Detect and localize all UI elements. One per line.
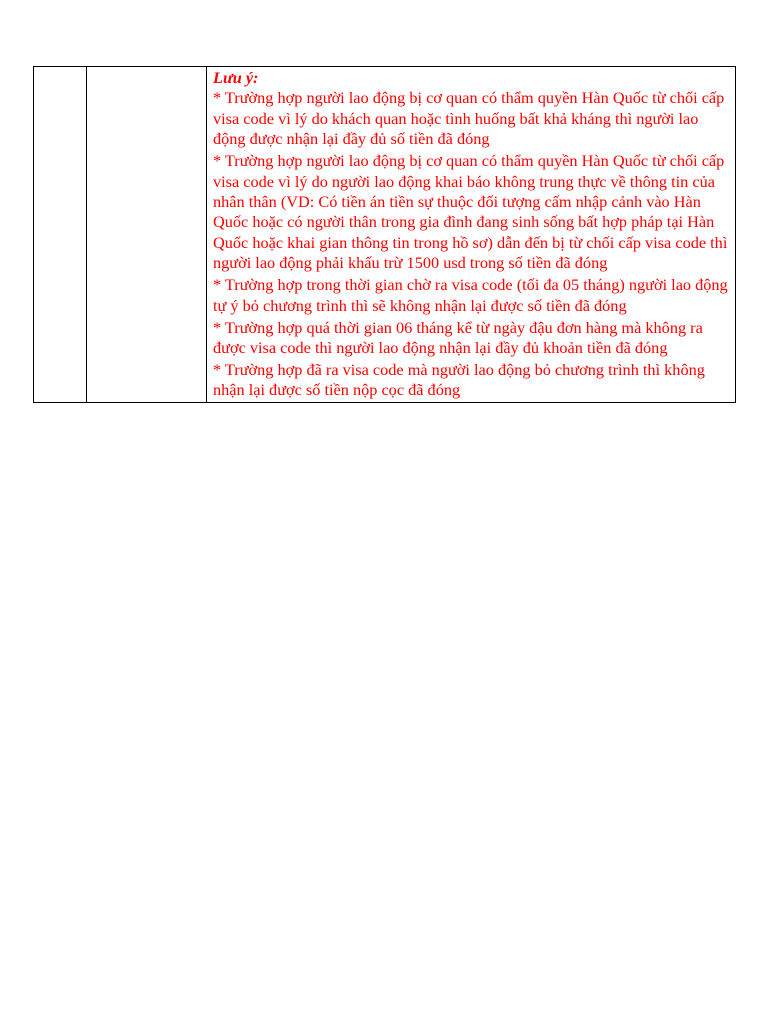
empty-cell-index: [34, 67, 87, 403]
empty-cell-item: [87, 67, 207, 403]
note-item-2: * Trường hợp người lao động bị cơ quan có thẩm quyền Hàn Quốc từ chối cấp visa code vì lý do người lao động khai báo không trung thực về thông tin của nhân thân (VD: Có tiền án tiền sự thuộc đối tượng cấm nhập cảnh vào Hàn Quốc hoặc có người thân trong gia đình đang sinh sống bất hợp pháp tại Hàn Quốc hoặc khai gian thông tin trong hồ sơ) dẫn đến bị từ chối cấp visa code thì người lao động phải khấu trừ 1500 usd trong số tiền đã đóng: [213, 151, 728, 273]
table-row: [34, 67, 736, 403]
note-item-1: * Trường hợp người lao động bị cơ quan có thẩm quyền Hàn Quốc từ chối cấp visa code vì lý do khách quan hoặc tình huống bất khả kháng thì người lao động được nhận lại đầy đủ số tiền đã đóng: [213, 88, 725, 149]
note-heading: Lưu ý:: [213, 68, 259, 87]
notes-table: [33, 66, 736, 403]
note-item-3: * Trường hợp trong thời gian chờ ra visa code (tối đa 05 tháng) người lao động tự ý bỏ chương trình thì sẽ không nhận lại được số tiền đã đóng: [213, 275, 728, 315]
note-cell: [207, 67, 736, 403]
note-item-5: * Trường hợp đã ra visa code mà người lao động bỏ chương trình thì không nhận lại được số tiền nộp cọc đã đóng: [213, 360, 705, 400]
note-item-4: * Trường hợp quá thời gian 06 tháng kể từ ngày đậu đơn hàng mà không ra được visa code thì người lao động nhận lại đầy đủ khoản tiền đã đóng: [213, 317, 703, 358]
